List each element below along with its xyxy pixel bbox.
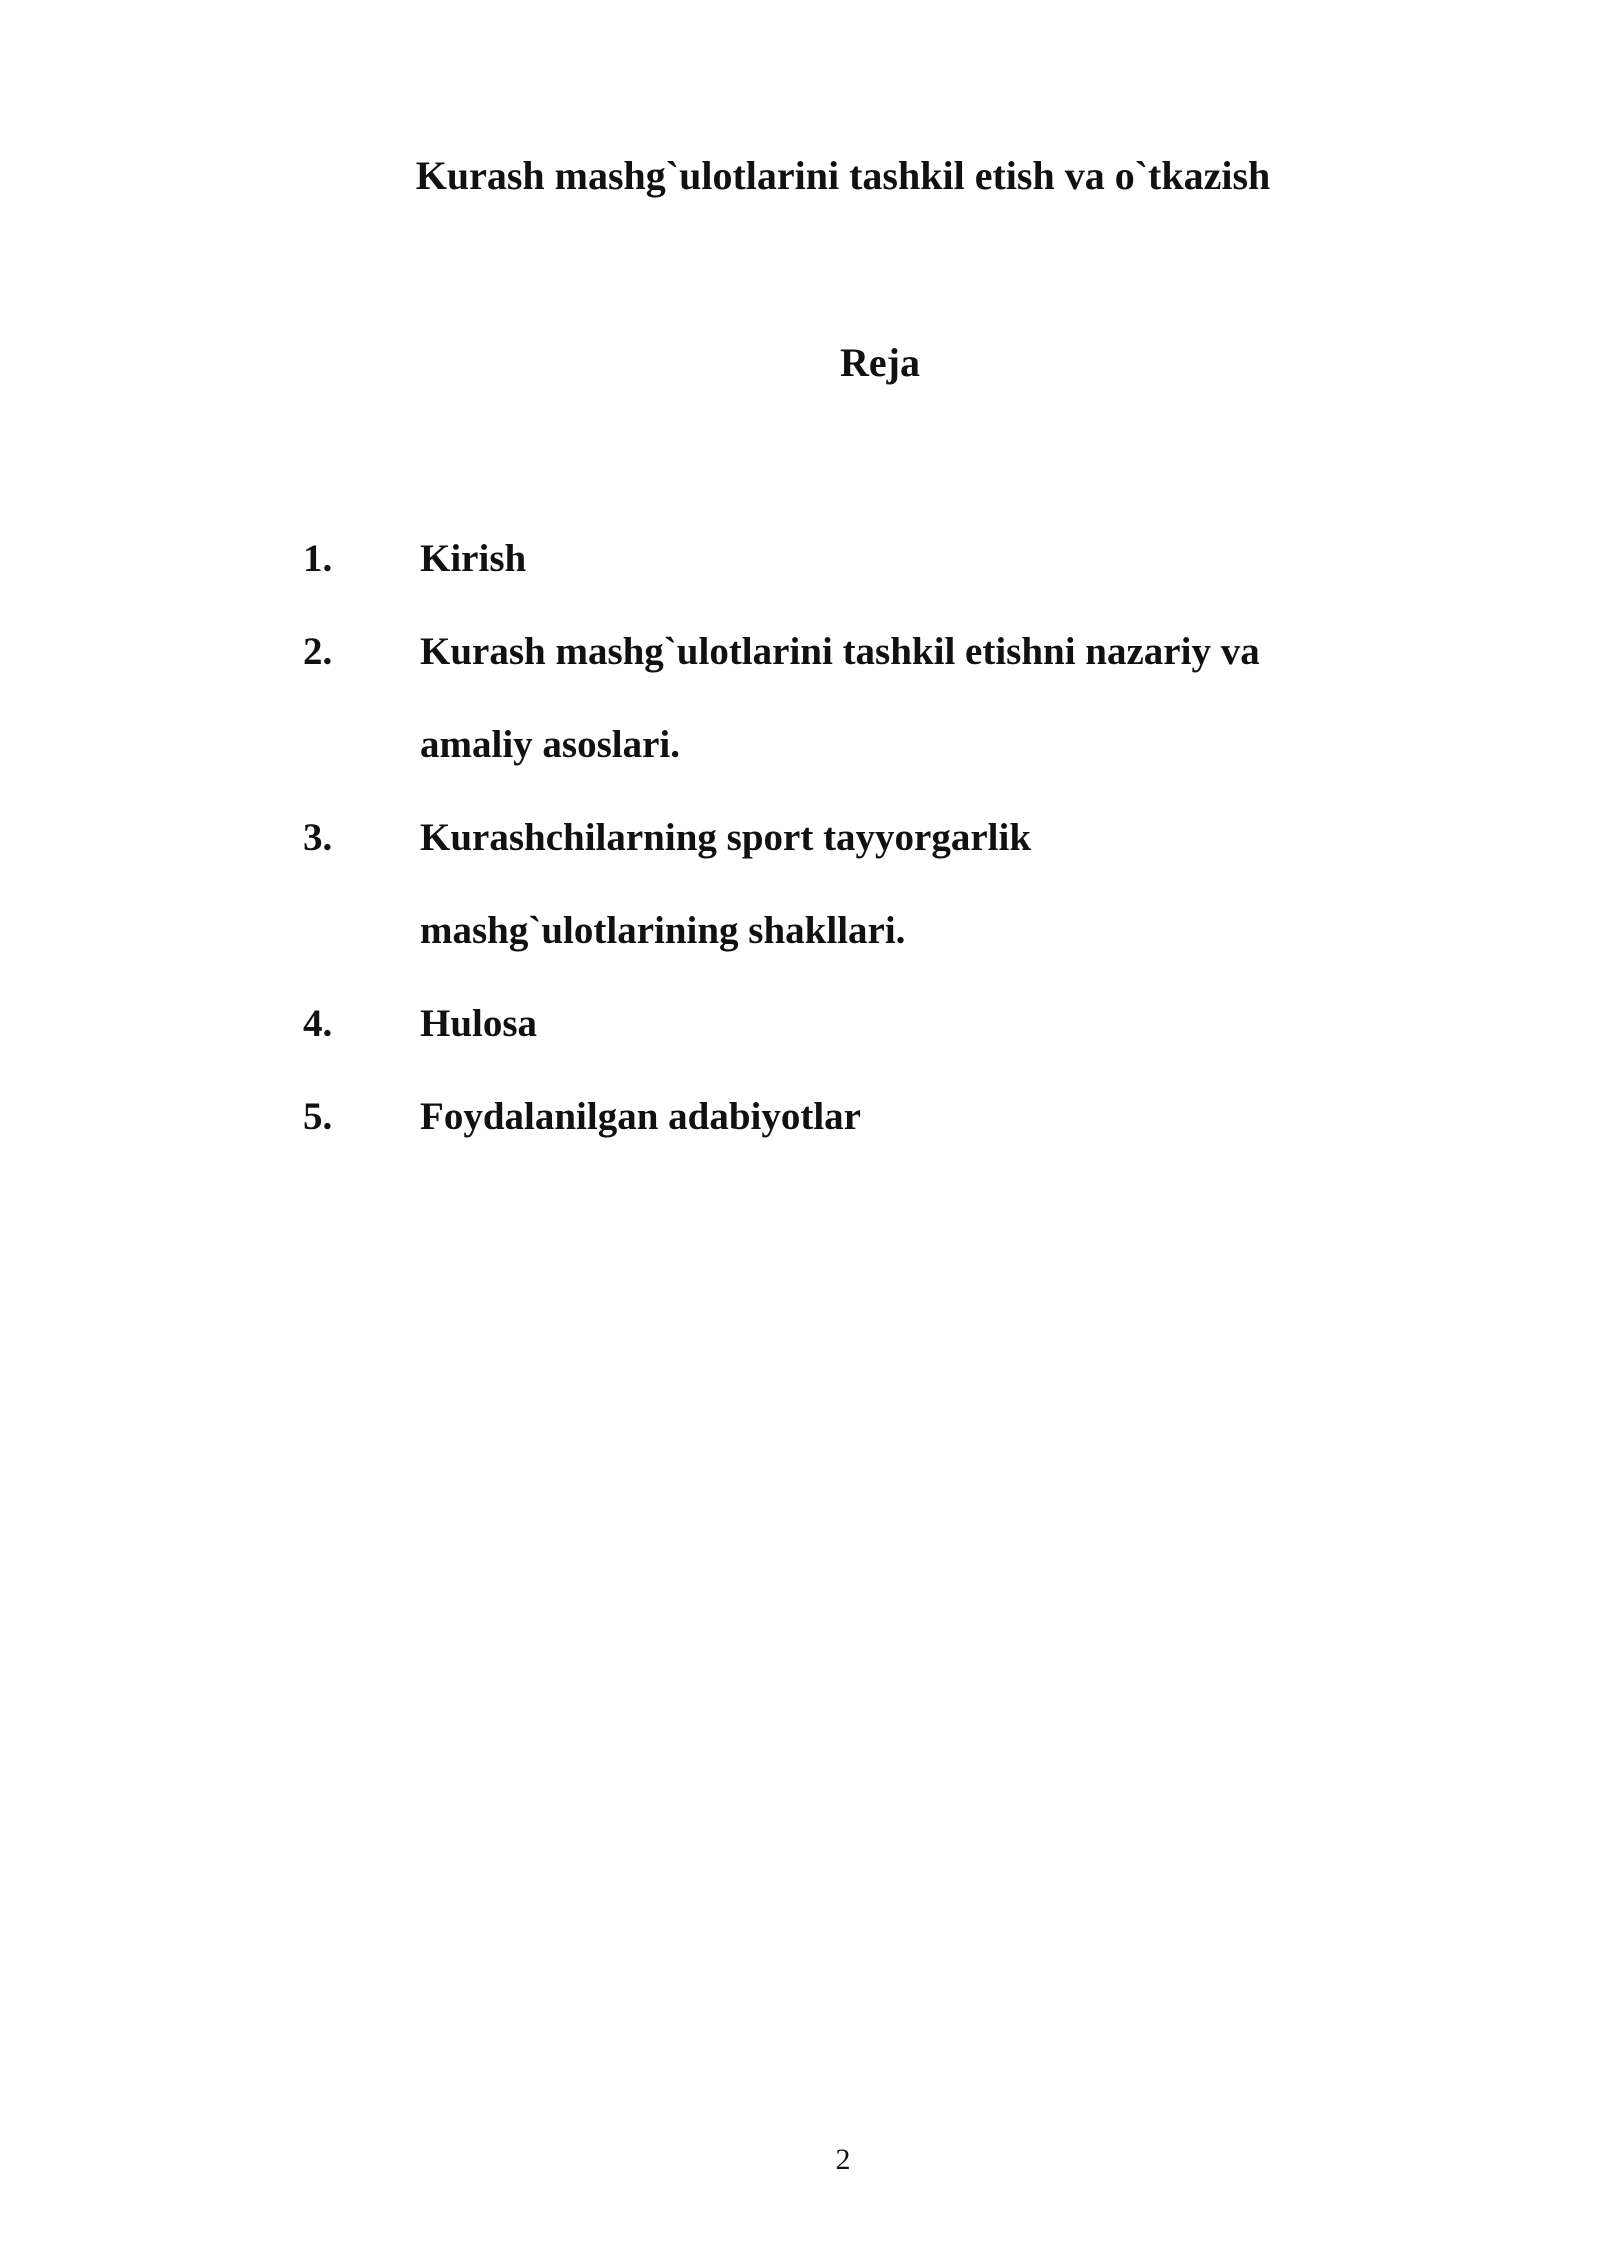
plan-item-number: 4.: [303, 1002, 333, 1045]
plan-item-1: [303, 512, 1343, 605]
plan-item-3: [303, 791, 1343, 977]
plan-item-text: Kurashchilarning sport tayyorgarlik mashg`ulotlarining shakllari.: [420, 816, 1032, 952]
plan-item-4: [303, 977, 1343, 1070]
plan-item-text: Kurash mashg`ulotlarini tashkil etishni nazariy va amaliy asoslari.: [420, 630, 1260, 766]
plan-item-number: 5.: [303, 1095, 333, 1138]
plan-heading: Reja: [840, 340, 920, 385]
plan-list: [303, 512, 1343, 1163]
plan-item-text: Foydalanilgan adabiyotlar: [420, 1095, 861, 1138]
plan-item-5: [303, 1070, 1343, 1163]
document-title: Kurash mashg`ulotlarini tashkil etish va o`tkazish: [415, 153, 1271, 198]
plan-item-number: 3.: [303, 816, 333, 859]
plan-item-2: [303, 605, 1343, 791]
plan-item-number: 2.: [303, 630, 333, 673]
page-number: 2: [835, 2143, 851, 2176]
plan-item-number: 1.: [303, 537, 333, 580]
plan-item-text: Hulosa: [420, 1002, 538, 1045]
plan-item-text: Kirish: [420, 537, 527, 580]
